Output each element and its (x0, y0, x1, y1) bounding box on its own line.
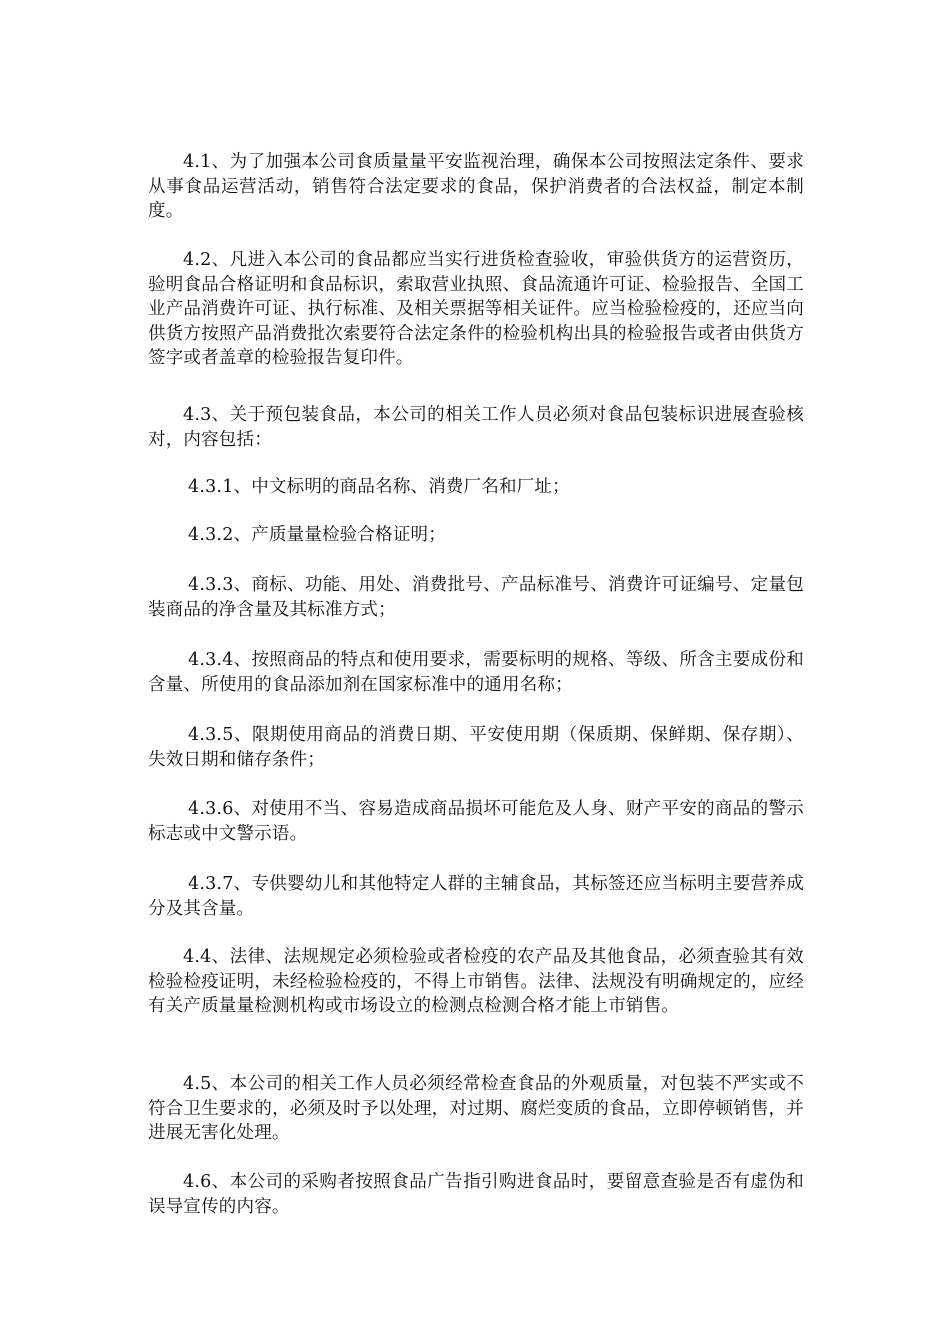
paragraph-4-3: 4.3、关于预包装食品，本公司的相关工作人员必须对食品包装标识进展查验核对，内容包括： (148, 405, 804, 450)
paragraph-4-3-7: 4.3.7、专供婴幼儿和其他特定人群的主辅食品，其标签还应当标明主要营养成分及其含量。 (148, 874, 804, 919)
paragraph-4-1: 4.1、为了加强本公司食质量量平安监视治理，确保本公司按照法定条件、要求从事食品运营活动，销售符合法定要求的食品，保护消费者的合法权益，制定本制度。 (148, 152, 804, 221)
paragraph-4-3-6: 4.3.6、对使用不当、容易造成商品损坏可能危及人身、财产平安的商品的警示标志或中文警示语。 (148, 799, 804, 844)
paragraph-4-5: 4.5、本公司的相关工作人员必须经常检查食品的外观质量，对包装不严实或不符合卫生要求的，必须及时予以处理，对过期、腐烂变质的食品，立即停顿销售，并进展无害化处理。 (148, 1074, 804, 1143)
paragraph-4-3-1: 4.3.1、中文标明的商品名称、消费厂名和厂址； (188, 477, 570, 497)
paragraph-4-2: 4.2、凡进入本公司的食品都应当实行进货检查验收，审验供货方的运营资历，验明食品合格证明和食品标识，索取营业执照、食品流通许可证、检验报告、全国工业产品消费许可证、执行标准、及相关票据等相关证件。应当检验检疫的，还应当向供货方按照产品消费批次索要符合法定条件的检验机构出具的检验报告或者由供货方签字或者盖章的检验报告复印件。 (148, 250, 804, 368)
paragraph-4-3-2: 4.3.2、产质量量检验合格证明； (188, 525, 446, 545)
paragraph-4-3-3: 4.3.3、商标、功能、用处、消费批号、产品标准号、消费许可证编号、定量包装商品的净含量及其标准方式； (148, 575, 804, 620)
paragraph-4-6: 4.6、本公司的采购者按照食品广告指引购进食品时，要留意查验是否有虚伪和误导宣传的内容。 (148, 1172, 804, 1217)
paragraph-4-3-4: 4.3.4、按照商品的特点和使用要求，需要标明的规格、等级、所含主要成份和含量、所使用的食品添加剂在国家标准中的通用名称； (148, 650, 804, 695)
paragraph-4-3-5: 4.3.5、限期使用商品的消费日期、平安使用期（保质期、保鲜期、保存期）、失效日期和储存条件； (148, 725, 804, 770)
paragraph-4-4: 4.4、法律、法规规定必须检验或者检疫的农产品及其他食品，必须查验其有效检验检疫证明，未经检验检疫的，不得上市销售。法律、法规没有明确规定的，应经有关产质量量检测机构或市场设立的检测点检测合格才能上市销售。 (148, 947, 804, 1016)
